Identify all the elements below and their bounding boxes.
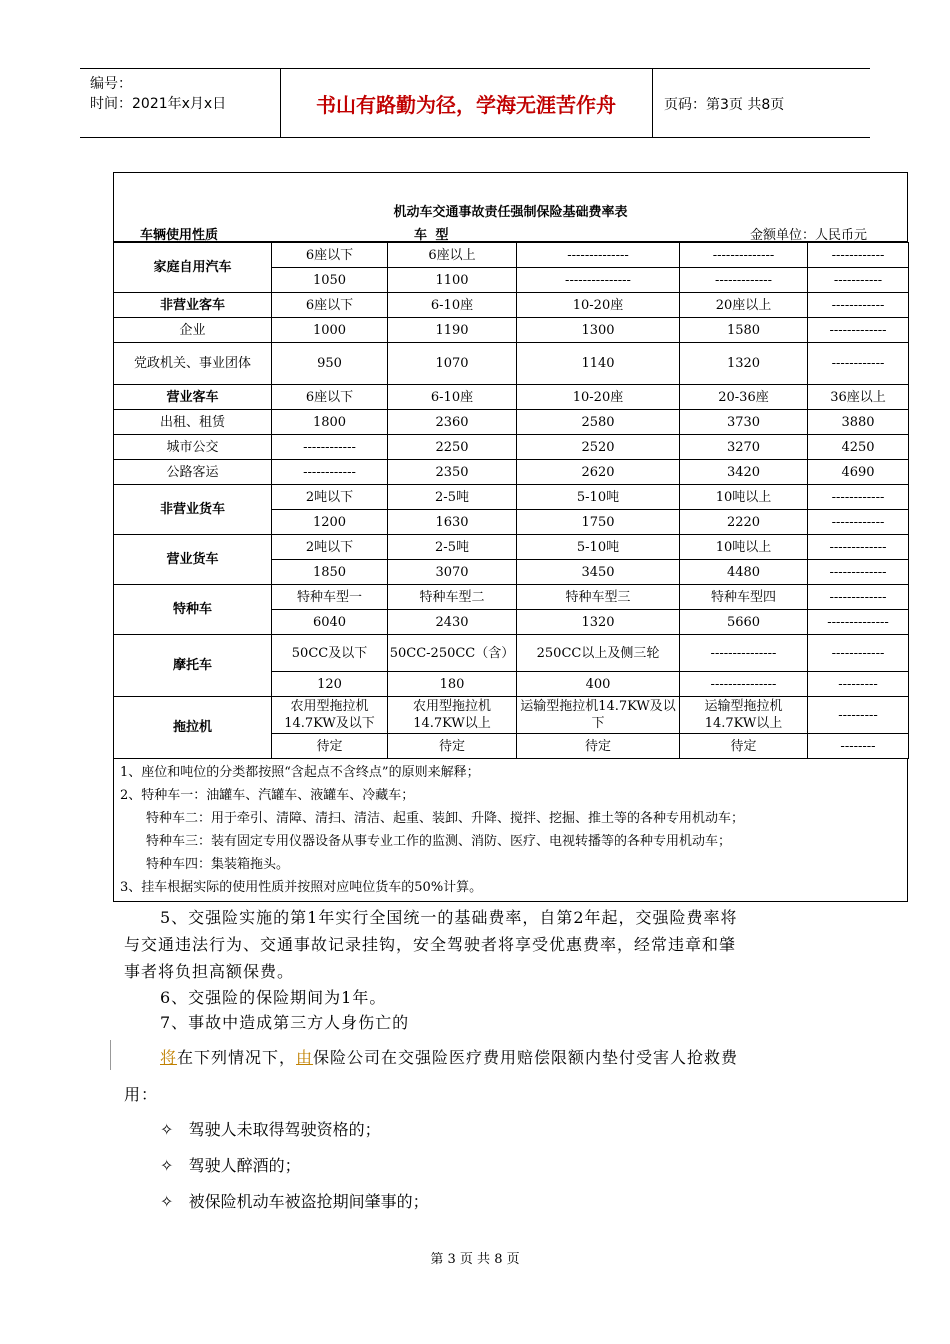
bullet-text: 被保险机动车被盗抢期间肇事的； — [188, 1192, 429, 1211]
rate-cell: -------- — [808, 734, 909, 759]
vehicle-category-cell: 非营业客车 — [114, 293, 272, 318]
rate-cell: 特种车型三 — [517, 585, 680, 610]
rate-cell: -------------- — [517, 243, 680, 268]
rate-cell: 6-10座 — [388, 293, 517, 318]
paragraph-8-line1 — [160, 1045, 738, 1068]
rate-cell: 2220 — [680, 510, 808, 535]
rate-cell: 10-20座 — [517, 385, 680, 410]
header-meta — [80, 69, 281, 137]
rate-cell: ------------- — [808, 318, 909, 343]
rate-cell: 6-10座 — [388, 385, 517, 410]
number-label: 编号： — [90, 76, 132, 92]
rate-cell: 6座以下 — [272, 243, 388, 268]
rate-cell: ----------- — [808, 268, 909, 293]
rate-cell: --------------- — [517, 268, 680, 293]
table-notes — [113, 759, 908, 902]
bullet-icon: ✧ — [160, 1192, 174, 1211]
vehicle-category-cell: 摩托车 — [114, 635, 272, 697]
vehicle-category-cell: 营业货车 — [114, 535, 272, 585]
rate-cell: --------------- — [680, 635, 808, 672]
paragraph-5-line3: 事者将负担高额保费。 — [124, 962, 295, 981]
rate-cell: 1190 — [388, 318, 517, 343]
table-row — [114, 343, 909, 385]
bullet-item — [160, 1117, 381, 1140]
rate-cell: 待定 — [272, 734, 388, 759]
rate-cell: 250CC以上及侧三轮 — [517, 635, 680, 672]
rate-cell: 3880 — [808, 410, 909, 435]
rate-cell: --------------- — [680, 672, 808, 697]
rate-cell: 20-36座 — [680, 385, 808, 410]
vehicle-category-cell: 公路客运 — [114, 460, 272, 485]
rate-cell: 2吨以下 — [272, 485, 388, 510]
note: 1、座位和吨位的分类都按照“含起点不含终点”的原则来解释； — [120, 765, 480, 780]
rate-cell: 农用型拖拉机14.7KW及以下 — [272, 697, 388, 734]
bullet-text: 驾驶人未取得驾驶资格的； — [188, 1120, 381, 1139]
rate-cell: 1300 — [517, 318, 680, 343]
rate-cell: 4250 — [808, 435, 909, 460]
rate-cell: 4690 — [808, 460, 909, 485]
rate-cell: 36座以上 — [808, 385, 909, 410]
rate-cell: 1100 — [388, 268, 517, 293]
rate-cell: ------------- — [808, 535, 909, 560]
table-row — [114, 385, 909, 410]
rate-cell: --------- — [808, 697, 909, 734]
rate-cell: 120 — [272, 672, 388, 697]
page-number-label: 页码：第3页 共8页 — [664, 97, 785, 113]
text-run: 保险公司在交强险医疗费用赔偿限额内垫付受害人抢救费 — [313, 1048, 739, 1067]
table-row — [114, 460, 909, 485]
revision-bar — [110, 1040, 111, 1070]
note: 特种车三：装有固定专用仪器设备从事专业工作的监测、消防、医疗、电视转播等的各种专用机动车； — [146, 834, 732, 849]
rate-cell: ------------ — [272, 435, 388, 460]
vehicle-category-cell: 城市公交 — [114, 435, 272, 460]
vehicle-category-cell: 企业 — [114, 318, 272, 343]
bullet-text: 驾驶人醉酒的； — [188, 1156, 301, 1175]
table-title-block — [113, 172, 908, 242]
rate-cell: 10-20座 — [517, 293, 680, 318]
rate-cell: 180 — [388, 672, 517, 697]
vehicle-category-cell: 出租、租赁 — [114, 410, 272, 435]
rate-cell: 950 — [272, 343, 388, 385]
note: 特种车二：用于牵引、清障、清扫、清洁、起重、装卸、升降、搅拌、挖掘、推土等的各种专用机动车； — [146, 811, 745, 826]
rate-table-container — [113, 172, 908, 902]
rate-cell: 1050 — [272, 268, 388, 293]
rate-cell: 400 — [517, 672, 680, 697]
rate-cell: ------------ — [808, 293, 909, 318]
rate-cell: 1320 — [680, 343, 808, 385]
rate-cell: 5660 — [680, 610, 808, 635]
rate-cell: 3270 — [680, 435, 808, 460]
paragraph-8-line2: 用： — [124, 1085, 159, 1104]
rate-cell: 20座以上 — [680, 293, 808, 318]
note: 2、特种车一：油罐车、汽罐车、液罐车、冷藏车； — [120, 788, 415, 803]
rate-cell: 50CC及以下 — [272, 635, 388, 672]
rate-cell: 2吨以下 — [272, 535, 388, 560]
vehicle-category-cell: 拖拉机 — [114, 697, 272, 759]
rate-cell: 待定 — [388, 734, 517, 759]
rate-cell: 50CC-250CC（含） — [388, 635, 517, 672]
paragraph-6: 6、交强险的保险期间为1年。 — [160, 988, 387, 1007]
rate-cell: ------------- — [680, 268, 808, 293]
table-row — [114, 243, 909, 268]
revision-mark: 由 — [296, 1048, 314, 1067]
rate-cell: ------------ — [808, 243, 909, 268]
table-row — [114, 535, 909, 560]
header-motto: 书山有路勤为径，学海无涯苦作舟 — [280, 69, 653, 137]
rate-cell: 运输型拖拉机14.7KW以上 — [680, 697, 808, 734]
rate-cell: 3450 — [517, 560, 680, 585]
rate-cell: 1070 — [388, 343, 517, 385]
rate-cell: 运输型拖拉机14.7KW及以下 — [517, 697, 680, 734]
rate-cell: -------------- — [808, 610, 909, 635]
table-title: 机动车交通事故责任强制保险基础费率表 — [393, 205, 628, 220]
rate-cell: 2360 — [388, 410, 517, 435]
rate-cell: 1580 — [680, 318, 808, 343]
rate-cell: 4480 — [680, 560, 808, 585]
rate-cell: 1320 — [517, 610, 680, 635]
rate-cell: 3730 — [680, 410, 808, 435]
table-row — [114, 635, 909, 672]
table-row — [114, 410, 909, 435]
rate-cell: 2-5吨 — [388, 485, 517, 510]
table-row — [114, 293, 909, 318]
rate-cell: 1800 — [272, 410, 388, 435]
rate-cell: ------------ — [808, 635, 909, 672]
rate-cell: ------------ — [808, 485, 909, 510]
time-label: 时间：2021年x月x日 — [90, 96, 227, 112]
note: 3、挂车根据实际的使用性质并按照对应吨位货车的50%计算。 — [120, 880, 483, 895]
rate-cell: ------------ — [808, 510, 909, 535]
text-run: 在下列情况下， — [177, 1048, 297, 1067]
rate-cell: ------------ — [272, 460, 388, 485]
rate-cell: 1000 — [272, 318, 388, 343]
rate-cell: 10吨以上 — [680, 485, 808, 510]
revision-mark: 将 — [160, 1048, 178, 1067]
page-footer: 第 3 页 共 8 页 — [430, 1252, 520, 1267]
rate-cell: 2430 — [388, 610, 517, 635]
page-header — [80, 68, 870, 138]
paragraph-5-line1: 5、交强险实施的第1年实行全国统一的基础费率，自第2年起，交强险费率将 — [160, 908, 738, 927]
rate-cell: 6040 — [272, 610, 388, 635]
vehicle-category-cell: 营业客车 — [114, 385, 272, 410]
bullet-icon: ✧ — [160, 1156, 174, 1175]
rate-cell: 10吨以上 — [680, 535, 808, 560]
rate-cell: 待定 — [517, 734, 680, 759]
rate-cell: 待定 — [680, 734, 808, 759]
paragraph-5-line2: 与交通违法行为、交通事故记录挂钩，安全驾驶者将享受优惠费率，经常违章和肇 — [124, 935, 737, 954]
table-row — [114, 485, 909, 510]
rate-cell: 1200 — [272, 510, 388, 535]
rate-table — [113, 242, 909, 759]
rate-cell: 3420 — [680, 460, 808, 485]
rate-cell: 1630 — [388, 510, 517, 535]
rate-cell: 1140 — [517, 343, 680, 385]
rate-cell: 2620 — [517, 460, 680, 485]
rate-cell: ------------ — [808, 343, 909, 385]
bullet-item — [160, 1189, 429, 1212]
table-row — [114, 697, 909, 734]
table-row — [114, 318, 909, 343]
rate-cell: --------- — [808, 672, 909, 697]
rate-cell: 6座以下 — [272, 385, 388, 410]
rate-cell: 特种车型四 — [680, 585, 808, 610]
unit-label: 金额单位：人民币元 — [749, 228, 867, 243]
rate-cell: 6座以上 — [388, 243, 517, 268]
rate-cell: 2350 — [388, 460, 517, 485]
rate-cell: 农用型拖拉机14.7KW以上 — [388, 697, 517, 734]
rate-cell: 6座以下 — [272, 293, 388, 318]
rate-cell: 2-5吨 — [388, 535, 517, 560]
note: 特种车四：集装箱拖头。 — [146, 857, 290, 872]
rate-cell: ------------- — [808, 560, 909, 585]
rate-cell: -------------- — [680, 243, 808, 268]
rate-cell: 1750 — [517, 510, 680, 535]
rate-cell: 特种车型一 — [272, 585, 388, 610]
table-row — [114, 585, 909, 610]
rate-cell: 特种车型二 — [388, 585, 517, 610]
rate-cell: 5-10吨 — [517, 485, 680, 510]
col-header-type: 车 型 — [414, 228, 451, 243]
bullet-item — [160, 1153, 301, 1176]
rate-cell: 3070 — [388, 560, 517, 585]
vehicle-category-cell: 特种车 — [114, 585, 272, 635]
bullet-icon: ✧ — [160, 1120, 174, 1139]
rate-cell: 5-10吨 — [517, 535, 680, 560]
vehicle-category-cell: 家庭自用汽车 — [114, 243, 272, 293]
rate-cell: ------------- — [808, 585, 909, 610]
vehicle-category-cell: 党政机关、事业团体 — [114, 343, 272, 385]
rate-cell: 2250 — [388, 435, 517, 460]
col-header-usage: 车辆使用性质 — [140, 228, 219, 243]
table-row — [114, 435, 909, 460]
vehicle-category-cell: 非营业货车 — [114, 485, 272, 535]
rate-cell: 2580 — [517, 410, 680, 435]
paragraph-7: 7、事故中造成第三方人身伤亡的 — [160, 1013, 410, 1032]
rate-cell: 2520 — [517, 435, 680, 460]
rate-cell: 1850 — [272, 560, 388, 585]
